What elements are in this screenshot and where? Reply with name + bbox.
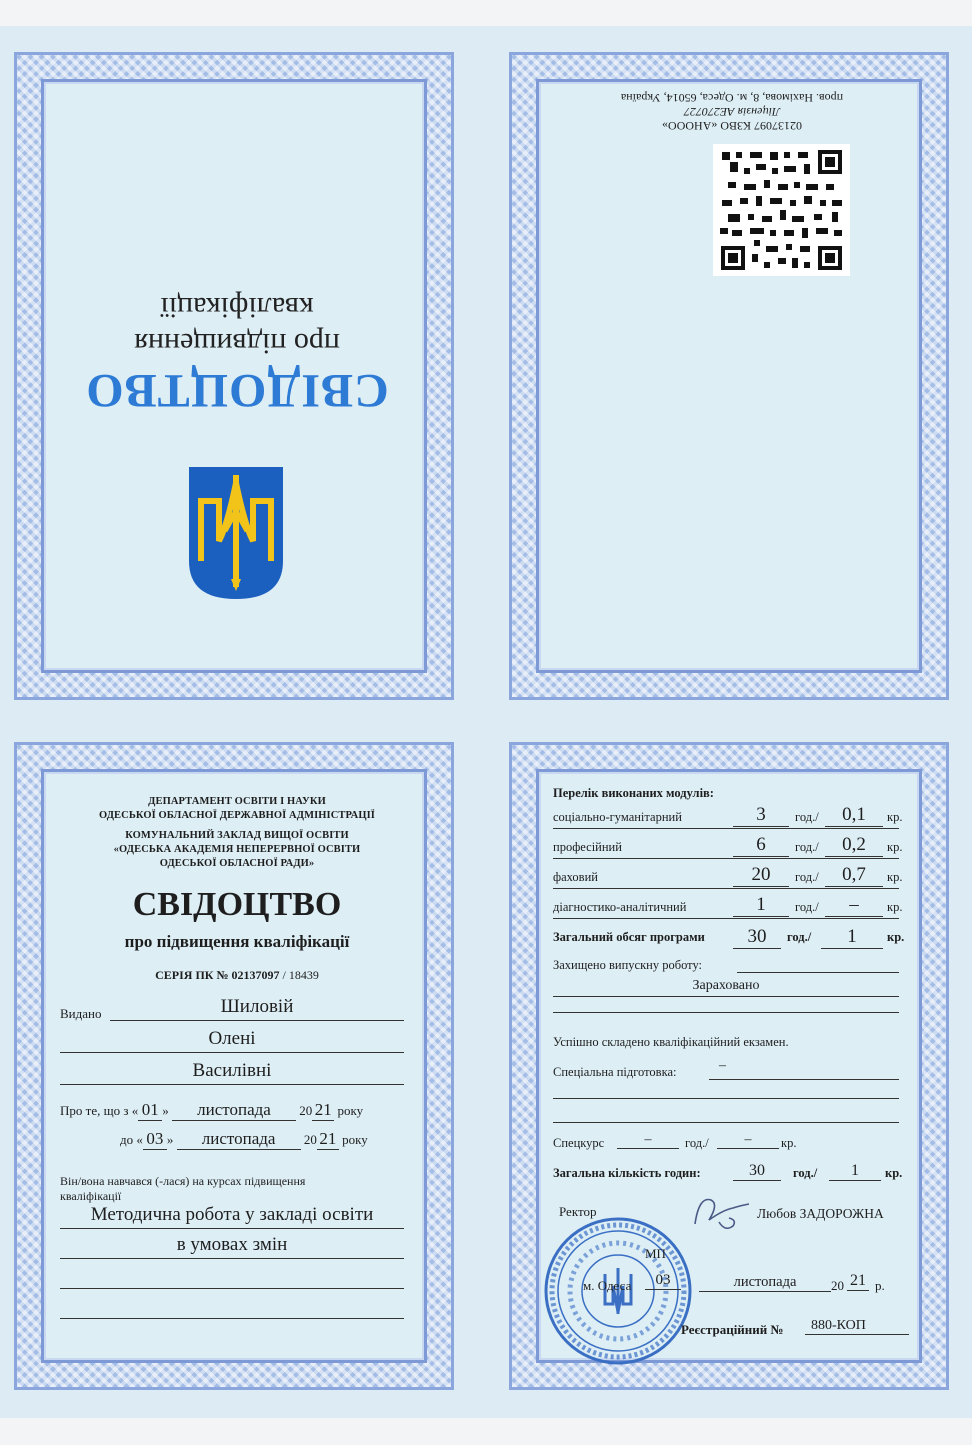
blank-line — [553, 1000, 899, 1013]
module-row — [553, 804, 911, 832]
from-year: 21 — [312, 1100, 334, 1121]
total-all-hours-unit: год./ — [793, 1166, 818, 1180]
front-title: СВІДОЦТВО — [132, 886, 342, 923]
cover-subtitle-line1: про підвищення — [134, 327, 340, 360]
module-row — [553, 864, 911, 892]
rector-label: Ректор — [559, 1204, 597, 1219]
header-line5: ОДЕСЬКОЇ ОБЛАСНОЇ РАДИ» — [159, 858, 315, 869]
total-label: Загальний обсяг програми — [553, 930, 705, 944]
total-credits: 1 — [821, 926, 883, 949]
speccourse-hours: – — [617, 1132, 679, 1149]
speccourse-credits-unit: кр. — [781, 1136, 797, 1150]
module-name: діагностико-аналітичний — [553, 900, 687, 914]
module-credits-unit: кр. — [887, 810, 903, 824]
rector-name: Любов ЗАДОРОЖНА — [757, 1206, 884, 1221]
recipient-name: Олені — [208, 1028, 256, 1049]
certificate-spread — [0, 26, 972, 1418]
module-hours: 3 — [733, 804, 789, 827]
cover-inner — [41, 79, 427, 673]
module-hours: 6 — [733, 834, 789, 857]
sign-day: 03 — [645, 1272, 681, 1290]
course-label-line2: кваліфікації — [60, 1189, 122, 1203]
module-credits-unit: кр. — [887, 900, 903, 914]
total-all-credits: 1 — [829, 1162, 881, 1181]
recipient-patronymic: Василівні — [192, 1060, 272, 1081]
defended-label: Захищено випускну роботу: — [553, 958, 703, 972]
module-name: соціально-гуманітарний — [553, 810, 682, 824]
cover-subtitle-line2: кваліфікації — [160, 291, 314, 324]
back-inner — [536, 79, 922, 673]
seal-label: МП — [645, 1246, 666, 1261]
total-all-label: Загальна кількість годин: — [553, 1166, 701, 1180]
total-hours-unit: год./ — [787, 930, 812, 944]
coat-of-arms-icon — [187, 465, 285, 601]
sign-month: листопада — [699, 1274, 831, 1292]
module-hours-unit: год./ — [795, 810, 819, 824]
printer-line1: 02137097 КЗВО «АНООО» — [662, 119, 803, 133]
year-prefix-from: 20 — [299, 1103, 313, 1118]
to-year: 21 — [317, 1129, 339, 1150]
module-credits-unit: кр. — [887, 870, 903, 884]
module-credits-unit: кр. — [887, 840, 903, 854]
module-hours-unit: год./ — [795, 870, 819, 884]
course-label-line1: Він/вона навчався (-лася) на курсах підвищення — [60, 1174, 306, 1188]
speccourse-credits: – — [717, 1132, 779, 1149]
recipient-surname: Шиловій — [220, 996, 294, 1017]
cover-page — [14, 52, 454, 700]
total-all-credits-unit: кр. — [885, 1166, 903, 1180]
special-label: Спеціальна підготовка: — [553, 1065, 677, 1079]
blank-line — [60, 1266, 404, 1289]
to-label: до « — [120, 1132, 143, 1147]
course-title-line2: в умовах змін — [176, 1234, 288, 1255]
module-row — [553, 834, 911, 862]
header-line1: ДЕПАРТАМЕНТ ОСВІТИ І НАУКИ — [148, 796, 326, 807]
speccourse-hours-unit: год./ — [685, 1136, 709, 1150]
year-word-from: року — [337, 1103, 364, 1118]
special-value: – — [719, 1058, 726, 1073]
year-prefix-to: 20 — [303, 1132, 317, 1147]
header-line4: «ОДЕСЬКА АКАДЕМІЯ НЕПЕРЕРВНОЇ ОСВІТИ — [113, 844, 361, 855]
city-label: м. Одеса — [583, 1278, 632, 1293]
header-line3: КОМУНАЛЬНИЙ ЗАКЛАД ВИЩОЇ ОСВІТИ — [125, 830, 349, 841]
course-title-line1: Методична робота у закладі освіти — [90, 1204, 374, 1225]
to-month: листопада — [177, 1129, 301, 1150]
from-month: листопада — [172, 1100, 296, 1121]
series-number: / 18439 — [282, 968, 319, 982]
modules-heading: Перелік виконаних модулів: — [553, 786, 714, 800]
year-word-to: року — [342, 1132, 368, 1147]
total-all-hours: 30 — [733, 1162, 781, 1181]
blank-line — [553, 1110, 899, 1123]
from-day: 01 — [138, 1100, 162, 1121]
speccourse-label: Спецкурс — [553, 1136, 605, 1150]
sign-year-prefix: 20 — [831, 1278, 844, 1293]
front-inside-page — [14, 742, 454, 1390]
series-label: СЕРІЯ ПК № 02137097 — [155, 968, 280, 982]
reg-label: Реєстраційний № — [681, 1322, 784, 1337]
issued-label: Видано — [60, 1006, 102, 1021]
printer-line3: пров. Нахімова, 8, м. Одеса, 65014, Україна — [620, 91, 844, 105]
blank-line — [60, 1296, 404, 1319]
total-credits-unit: кр. — [887, 930, 905, 944]
module-hours: 1 — [733, 894, 789, 917]
printer-line2: Ліцензія АЕ270727 — [683, 105, 781, 119]
front-subtitle: про підвищення кваліфікації — [124, 932, 350, 951]
quote-close-to: » — [166, 1132, 174, 1147]
module-credits: 0,2 — [825, 834, 883, 857]
modules-inner — [536, 769, 922, 1363]
about-label: Про те, що з « — [60, 1103, 139, 1118]
reg-value: 880-КОП — [805, 1318, 909, 1335]
cover-title: СВІДОЦТВО — [85, 364, 389, 417]
module-name: фаховий — [553, 870, 598, 884]
modules-page — [509, 742, 949, 1390]
qr-code — [713, 144, 850, 276]
header-line2: ОДЕСЬКОЇ ОБЛАСНОЇ ДЕРЖАВНОЇ АДМІНІСТРАЦІЇ — [98, 810, 375, 821]
year-abbr: р. — [875, 1278, 885, 1293]
module-credits: – — [825, 894, 883, 917]
sign-year: 21 — [847, 1272, 869, 1291]
total-hours: 30 — [733, 926, 781, 949]
module-row — [553, 894, 911, 922]
front-inside-inner — [41, 769, 427, 1363]
module-hours: 20 — [733, 864, 789, 887]
module-credits: 0,7 — [825, 864, 883, 887]
blank-line — [553, 1086, 899, 1099]
exam-text: Успішно складено кваліфікаційний екзамен. — [553, 1035, 789, 1049]
quote-close: » — [162, 1103, 169, 1118]
to-day: 03 — [143, 1129, 167, 1150]
defended-value: Зараховано — [553, 978, 899, 997]
back-page — [509, 52, 949, 700]
module-hours-unit: год./ — [795, 840, 819, 854]
module-credits: 0,1 — [825, 804, 883, 827]
rector-signature — [689, 1190, 759, 1240]
module-name: професійний — [553, 840, 622, 854]
module-hours-unit: год./ — [795, 900, 819, 914]
